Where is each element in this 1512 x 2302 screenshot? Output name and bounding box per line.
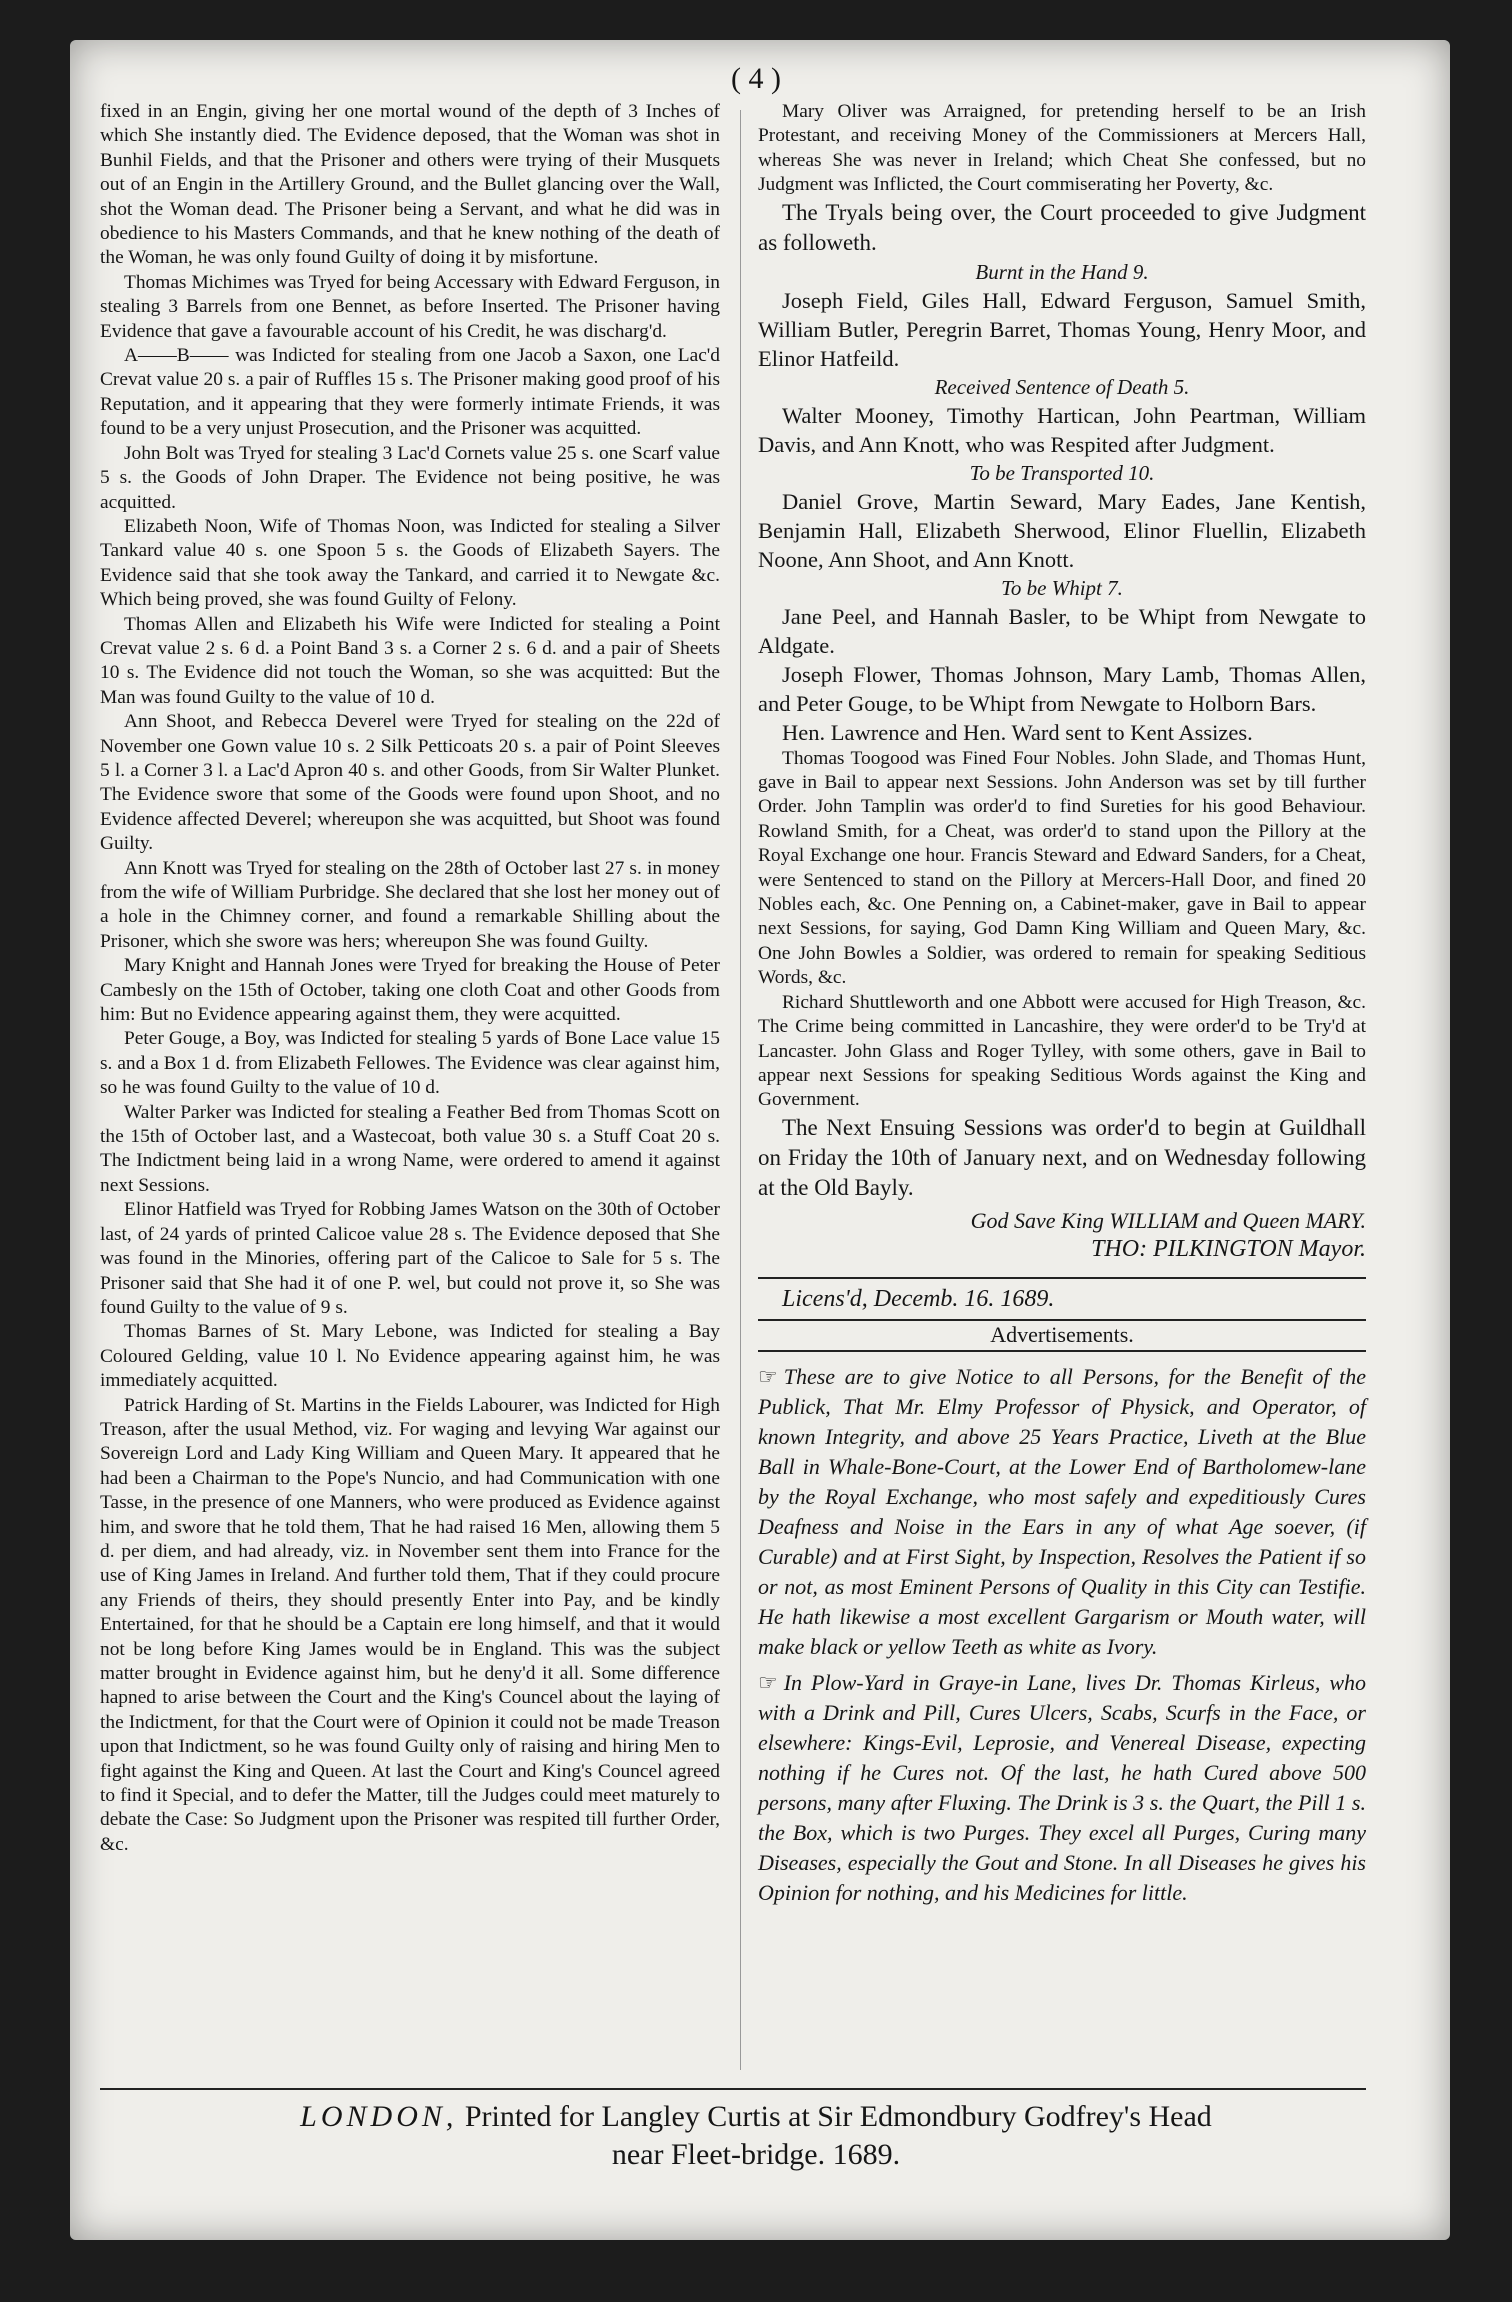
whipt-holborn: Joseph Flower, Thomas Johnson, Mary Lamb, Thomas Allen, and Peter Gouge, to be Whipt from Newgate to Holborn Bars. bbox=[758, 661, 1366, 716]
pointing-hand-icon: ☞ bbox=[758, 1669, 778, 1695]
advertisement-text: In Plow-Yard in Graye-in Lane, lives Dr. Thomas Kirleus, who with a Drink and Pill, Cures Ulcers, Scabs, Scurfs in the Face, or elsewhere: Kings-Evil, Leprosie, and Venereal Disease, expecting nothing if he Cures not. Of the last, he hath Cured above 500 persons, many after Fluxing. The Drink is 3 s. the Quart, the Pill 1 s. the Box, which is two Purges. They excel all Purges, Curing many Diseases, especially the Gout and Stone. In all Diseases he gives his Opinion for nothing, and his Medicines for little. bbox=[758, 1669, 1366, 1905]
imprint-line-2: near Fleet-bridge. 1689. bbox=[611, 2138, 901, 2171]
paragraph: A——B—— was Indicted for stealing from one Jacob a Saxon, one Lac'd Crevat value 20 s. a pair of Ruffles 15 s. The Prisoner making good proof of his Reputation, and it appearing that they were formerly intimate Friends, it was found to be a very unjust Prosecution, and the Prisoner was acquitted. bbox=[100, 345, 720, 440]
transported-names: Daniel Grove, Martin Seward, Mary Eades, Jane Kentish, Benjamin Hall, Elizabeth Sherwood, Elinor Fluellin, Elizabeth Noone, Ann Shoot, and Ann Knott. bbox=[758, 488, 1366, 572]
paragraph: Ann Knott was Tryed for stealing on the 28th of October last 27 s. in money from the wife of William Purbridge. She declared that she lost her money out of a hole in the Chimney corner, and found a remarkable Shilling about the Prisoner, which she swore was hers; whereupon She was found Guilty. bbox=[100, 857, 720, 952]
advertisement-text: These are to give Notice to all Persons, for the Benefit of the Publick, That Mr. Elmy Professor of Physick, and Operator, of known Integrity, and above 25 Years Practice, Liveth at the Blue Ball in Whale-Bone-Court, at the Lower End of Bartholomew-lane by the Royal Exchange, who most safely and expeditiously Cures Deafness and Noise in the Ears in any of what Age soever, (if Curable) and at First Sight, by Inspection, Resolves the Patient if so or not, as most Eminent Persons of Quality in this City can Testifie. He hath likewise a most excellent Gargarism or Mouth water, will make black or yellow Teeth as white as Ivory. bbox=[758, 1363, 1366, 1659]
paragraph: Thomas Toogood was Fined Four Nobles. John Slade, and Thomas Hunt, gave in Bail to appear next Sessions. John Anderson was set by till further Order. John Tamplin was order'd to find Sureties for his good Behaviour. Rowland Smith, for a Cheat, was order'd to stand upon the Pillory at the Royal Exchange one hour. Francis Steward and Edward Sanders, for a Cheat, were Sentenced to stand on the Pillory at Mercers-Hall Door, and fined 20 Nobles each, &c. One Penning on, a Cabinet-maker, gave in Bail to appear next Sessions, for saying, God Damn King William and Queen Mary, &c. One John Bowles a Soldier, was ordered to remain for speaking Seditious Words, &c. bbox=[758, 747, 1366, 989]
paragraph: fixed in an Engin, giving her one mortal wound of the depth of 3 Inches of which She instantly died. The Evidence deposed, that the Woman was shot in Bunhil Fields, and that the Prisoner and others were trying of their Musquets out of an Engin in the Artillery Ground, and the Bullet glancing over the Wall, shot the Woman dead. The Prisoner being a Servant, and what he did was in obedience to his Masters Commands, and that he knew nothing of the death of the Woman, he was only found Guilty of doing it by misfortune. bbox=[100, 101, 720, 269]
kent-assizes: Hen. Lawrence and Hen. Ward sent to Kent Assizes. bbox=[782, 719, 1253, 745]
mayor-signature: THO: PILKINGTON Mayor. bbox=[1091, 1235, 1366, 1262]
paragraph: Thomas Allen and Elizabeth his Wife were Indicted for stealing a Point Crevat value 2 s. 6 d. a Point Band 3 s. a Corner 2 s. 6 d. and a pair of Sheets 10 s. The Evidence did not touch the Woman, so she was acquitted: But the Man was found Guilty to the value of 10 d. bbox=[100, 613, 720, 708]
whipt-heading: To be Whipt 7. bbox=[1001, 575, 1123, 600]
paragraph: Thomas Michimes was Tryed for being Accessary with Edward Ferguson, in stealing 3 Barrels from one Bennet, as before Inserted. The Prisoner having Evidence that gave a favourable account of his Credit, he was discharg'd. bbox=[100, 271, 720, 342]
death-names: Walter Mooney, Timothy Hartican, John Peartman, William Davis, and Ann Knott, who was Respited after Judgment. bbox=[758, 402, 1366, 457]
pointing-hand-icon: ☞ bbox=[758, 1363, 778, 1389]
judgment-intro: The Tryals being over, the Court proceeded to give Judgment as followeth. bbox=[758, 199, 1366, 255]
left-column bbox=[100, 100, 720, 1857]
death-heading: Received Sentence of Death 5. bbox=[934, 374, 1190, 399]
paragraph: Patrick Harding of St. Martins in the Fields Labourer, was Indicted for High Treason, after the usual Method, viz. For waging and levying War against our Sovereign Lord and Lady King William and Queen Mary. It appeared that he had been a Chairman to the Pope's Nuncio, and had Communication with one Tasse, in the presence of one Manners, who were produced as Evidence against him, and swore that he told them, That he had raised 16 Men, allowing them 5 d. per diem, and had already, viz. in November sent them into France for the use of King James in Ireland. And further told them, That if they could procure any Friends of theirs, they should presently Enter into Pay, and be kindly Entertained, for that he should be a Captain ere long himself, and that it would not be long before King James would be in England. This was the subject matter brought in Evidence against him, but he deny'd it all. Some difference hapned to arise between the Court and the King's Councel about the laying of the Indictment, for that the Court were of Opinion it could not be made Treason upon that Indictment, so he was found Guilty only of raising and hiring Men to fight against the King and Queen. At last the Court and King's Councel agreed to find it Special, and to defer the Matter, till the Judges could meet maturely to debate the Case: So Judgment upon the Prisoner was respited till further Order, &c. bbox=[100, 1394, 720, 1855]
paragraph: Mary Oliver was Arraigned, for pretending herself to be an Irish Protestant, and receiving Money of the Commissioners at Mercers Hall, whereas She was never in Ireland; which Cheat She confessed, but no Judgment was Inflicted, the Court commiserating her Poverty, &c. bbox=[758, 101, 1366, 196]
paragraph: Thomas Barnes of St. Mary Lebone, was Indicted for stealing a Bay Coloured Gelding, value 10 l. No Evidence appearing against him, he was immediately acquitted. bbox=[100, 1321, 720, 1392]
god-save-line: God Save King WILLIAM and Queen MARY. bbox=[970, 1207, 1366, 1233]
burnt-names: Joseph Field, Giles Hall, Edward Ferguson, Samuel Smith, William Butler, Peregrin Barret, Thomas Young, Henry Moor, and Elinor Hatfeild. bbox=[758, 287, 1366, 371]
paragraph: Peter Gouge, a Boy, was Indicted for stealing 5 yards of Bone Lace value 15 s. and a Box 1 d. from Elizabeth Fellowes. The Evidence was clear against him, so he was found Guilty to the value of 10 d. bbox=[100, 1028, 720, 1099]
transported-heading: To be Transported 10. bbox=[969, 460, 1155, 485]
divider bbox=[758, 1277, 1366, 1279]
imprint bbox=[0, 2098, 1512, 2174]
right-column bbox=[758, 100, 1366, 1914]
paragraph: Ann Shoot, and Rebecca Deverel were Tryed for stealing on the 22d of November one Gown value 10 s. 2 Silk Petticoats 20 s. a pair of Point Sleeves 5 l. a Corner 3 l. a Lac'd Apron 40 s. and other Goods, from Sir Walter Plunket. The Evidence swore that some of the Goods were found upon Shoot, and no Evidence affected Deverel; whereupon she was acquitted, but Shoot was found Guilty. bbox=[100, 711, 720, 855]
imprint-city: LONDON, bbox=[300, 2100, 458, 2133]
page-number: ( 4 ) bbox=[731, 62, 781, 95]
licensed-date: Licens'd, Decemb. 16. 1689. bbox=[782, 1285, 1055, 1312]
imprint-printer: Printed for Langley Curtis at Sir Edmondbury Godfrey's Head bbox=[464, 2100, 1212, 2133]
paragraph: Walter Parker was Indicted for stealing a Feather Bed from Thomas Scott on the 15th of October last, and a Wastecoat, both value 30 s. a Stuff Coat 20 s. The Indictment being laid in a wrong Name, were ordered to amend it against next Sessions. bbox=[100, 1101, 720, 1196]
paragraph: John Bolt was Tryed for stealing 3 Lac'd Cornets value 25 s. one Scarf value 5 s. the Goods of John Draper. The Evidence not being positive, he was acquitted. bbox=[100, 442, 720, 513]
paragraph: Richard Shuttleworth and one Abbott were accused for High Treason, &c. The Crime being committed in Lancashire, they were order'd to be Try'd at Lancaster. John Glass and Roger Tylley, with some others, gave in Bail to appear next Sessions for speaking Seditious Words against the King and Government. bbox=[758, 991, 1366, 1111]
paragraph: Elinor Hatfield was Tryed for Robbing James Watson on the 30th of October last, of 24 yards of printed Calicoe value 28 s. The Evidence deposed that She was found in the Minories, offering part of the Calicoe to Sale for 5 s. The Prisoner said that She had it of one P. wel, but could not prove it, so She was found Guilty to the value of 9 s. bbox=[100, 1199, 720, 1318]
advertisements-heading: Advertisements. bbox=[758, 1319, 1366, 1351]
advertisement-kirleus bbox=[758, 1668, 1366, 1908]
column-divider bbox=[740, 110, 741, 2070]
burnt-heading: Burnt in the Hand 9. bbox=[975, 259, 1149, 284]
next-sessions: The Next Ensuing Sessions was order'd to begin at Guildhall on Friday the 10th of January next, and on Wednesday following at the Old Bayly. bbox=[758, 1114, 1366, 1200]
paragraph: Mary Knight and Hannah Jones were Tryed for breaking the House of Peter Cambesly on the 15th of October, taking one cloth Coat and other Goods from him: But no Evidence appearing against them, they were acquitted. bbox=[100, 955, 720, 1026]
paragraph: Elizabeth Noon, Wife of Thomas Noon, was Indicted for stealing a Silver Tankard value 40 s. one Spoon 5 s. the Goods of Elizabeth Sayers. The Evidence said that she took away the Tankard, and carried it to Newgate &c. Which being proved, she was found Guilty of Felony. bbox=[100, 515, 720, 611]
footer-rule bbox=[100, 2088, 1366, 2090]
imprint-line-1 bbox=[0, 2098, 1512, 2136]
advertisement-elmy bbox=[758, 1362, 1366, 1662]
whipt-aldgate: Jane Peel, and Hannah Basler, to be Whipt from Newgate to Aldgate. bbox=[758, 603, 1366, 658]
